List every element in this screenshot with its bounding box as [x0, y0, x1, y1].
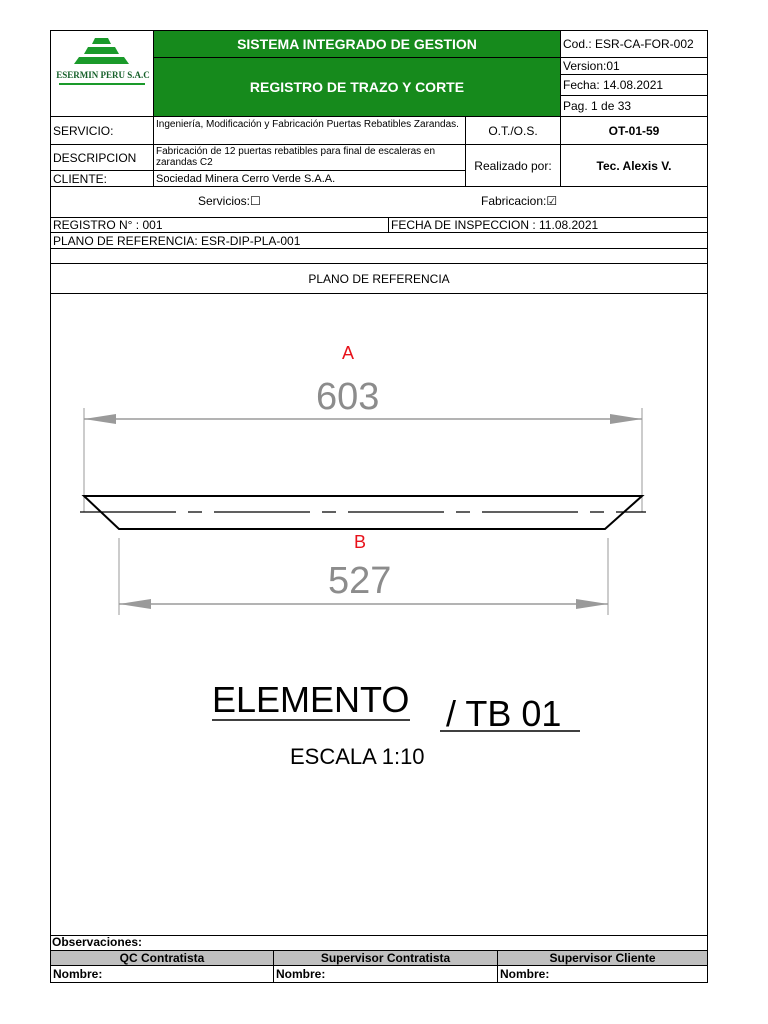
fecha-inspeccion: FECHA DE INSPECCION : 11.08.2021	[388, 217, 708, 233]
servicio-label: SERVICIO:	[50, 116, 154, 145]
scale-label: ESCALA 1:10	[290, 744, 425, 769]
section-title: PLANO DE REFERENCIA	[50, 263, 708, 294]
dim-b-arrow-right	[576, 599, 608, 609]
servicio-value: Ingeniería, Modificación y Fabricación Puertas Rebatibles Zarandas.	[153, 116, 466, 145]
dim-b-arrow-left	[119, 599, 151, 609]
ot-value: OT-01-59	[560, 116, 708, 145]
realizado-value: Tec. Alexis V.	[560, 144, 708, 187]
dim-a-arrow-right	[610, 414, 642, 424]
dim-a-arrow-left	[84, 414, 116, 424]
nombre-qc: Nombre:	[50, 965, 274, 983]
doc-version: Version:01	[560, 57, 708, 75]
observaciones-label: Observaciones:	[52, 935, 143, 949]
plano-referencia: PLANO DE REFERENCIA: ESR-DIP-PLA-001	[50, 232, 708, 249]
supervisor-contratista-header: Supervisor Contratista	[273, 950, 498, 966]
cliente-value: Sociedad Minera Cerro Verde S.A.A.	[153, 170, 466, 187]
logo-cell	[50, 30, 154, 117]
nombre-supervisor-contratista: Nombre:	[273, 965, 498, 983]
doc-page: Pag. 1 de 33	[560, 95, 708, 117]
options-row	[50, 186, 708, 218]
descripcion-label: DESCRIPCION	[50, 144, 154, 171]
dimension-a: 603	[316, 376, 380, 418]
label-a: A	[342, 343, 355, 363]
descripcion-value: Fabricación de 12 puertas rebatibles para final de escaleras en zarandas C2	[153, 144, 466, 171]
blank-row	[50, 248, 708, 264]
realizado-label: Realizado por:	[465, 144, 561, 187]
qc-contratista-header: QC Contratista	[50, 950, 274, 966]
servicios-checkbox[interactable]: Servicios:☐	[198, 194, 261, 208]
label-b: B	[354, 532, 367, 552]
company-name: ESERMIN PERU S.A.C	[56, 70, 150, 80]
registro-numero: REGISTRO N° : 001	[50, 217, 389, 233]
fabricacion-checkbox[interactable]: Fabricacion:☑	[481, 194, 558, 208]
doc-date: Fecha: 14.08.2021	[560, 74, 708, 96]
system-title: SISTEMA INTEGRADO DE GESTION	[153, 30, 561, 58]
observaciones-row	[50, 935, 708, 951]
nombre-supervisor-cliente: Nombre:	[497, 965, 708, 983]
cliente-label: CLIENTE:	[50, 170, 154, 187]
form-title: REGISTRO DE TRAZO Y CORTE	[153, 57, 561, 117]
dimension-b: 527	[328, 560, 392, 602]
element-code: / TB 01	[446, 693, 562, 734]
ot-label: O.T./O.S.	[465, 116, 561, 145]
element-title: ELEMENTO	[212, 679, 410, 720]
doc-code: Cod.: ESR-CA-FOR-002	[560, 30, 708, 58]
supervisor-cliente-header: Supervisor Cliente	[497, 950, 708, 966]
